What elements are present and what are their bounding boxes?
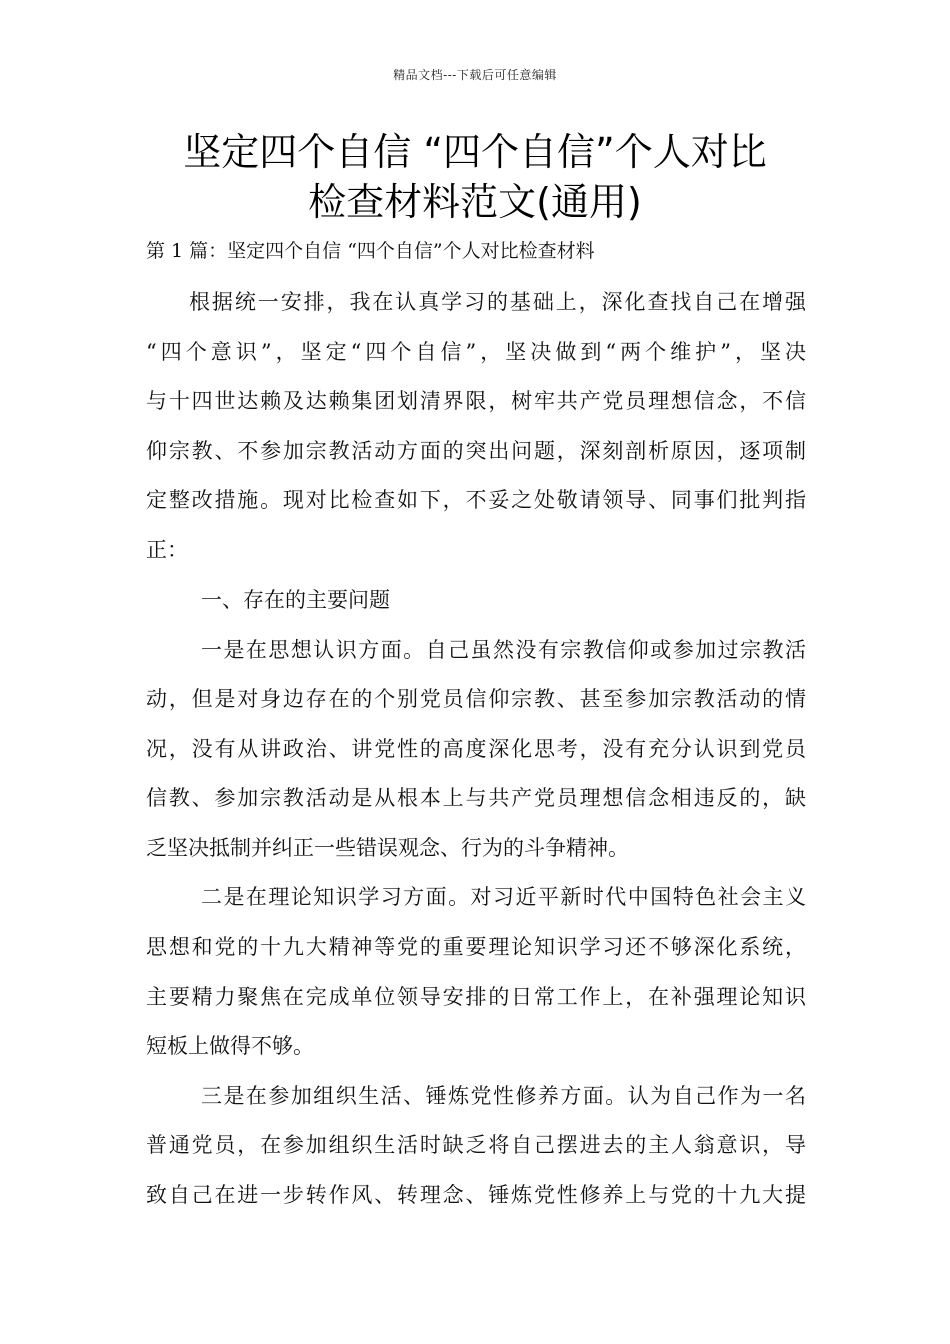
section-subtitle: 第 1 篇：坚定四个自信 “四个自信”个人对比检查材料 xyxy=(146,240,595,262)
header-note: 精品文档---下载后可任意编辑 xyxy=(393,68,557,82)
paragraph-line: 三是在参加组织生活、锤炼党性修养方面。认为自己作为一名 xyxy=(201,1084,806,1108)
paragraph-line: 动，但是对身边存在的个别党员信仰宗教、甚至参加宗教活动的情 xyxy=(146,687,806,711)
paragraph-line: 信教、参加宗教活动是从根本上与共产党员理想信念相违反的，缺 xyxy=(146,786,806,810)
paragraph-line: 短板上做得不够。 xyxy=(146,1034,314,1058)
paragraph-line: 主要精力聚焦在完成单位领导安排的日常工作上，在补强理论知识 xyxy=(146,985,806,1009)
paragraph-line: 思想和党的十九大精神等党的重要理论知识学习还不够深化系统， xyxy=(146,935,806,959)
paragraph-line: 一是在思想认识方面。自己虽然没有宗教信仰或参加过宗教活 xyxy=(201,638,806,662)
document-title-line-1: 坚定四个自信 “四个自信”个人对比 xyxy=(183,130,767,174)
paragraph-line: 正： xyxy=(146,538,188,562)
paragraph-line: 与十四世达赖及达赖集团划清界限，树牢共产党员理想信念，不信 xyxy=(146,389,806,413)
section-heading: 一、存在的主要问题 xyxy=(201,588,390,612)
paragraph-line: 根据统一安排，我在认真学习的基础上，深化查找自己在增强 xyxy=(189,290,806,314)
paragraph-line: 二是在理论知识学习方面。对习近平新时代中国特色社会主义 xyxy=(201,885,806,909)
paragraph-line: “四个意识”，坚定“四个自信”，坚决做到“两个维护”，坚决 xyxy=(146,340,806,364)
paragraph-line: 况，没有从讲政治、讲党性的高度深化思考，没有充分认识到党员 xyxy=(146,737,806,761)
document-title-line-2: 检查材料范文(通用) xyxy=(308,180,642,224)
paragraph-line: 仰宗教、不参加宗教活动方面的突出问题，深刻剖析原因，逐项制 xyxy=(146,439,806,463)
paragraph-line: 乏坚决抵制并纠正一些错误观念、行为的斗争精神。 xyxy=(146,836,629,860)
paragraph-line: 致自己在进一步转作风、转理念、锤炼党性修养上与党的十九大提 xyxy=(146,1183,806,1207)
paragraph-line: 普通党员，在参加组织生活时缺乏将自己摆进去的主人翁意识，导 xyxy=(146,1133,806,1157)
paragraph-line: 定整改措施。现对比检查如下，不妥之处敬请领导、同事们批判指 xyxy=(146,488,806,512)
